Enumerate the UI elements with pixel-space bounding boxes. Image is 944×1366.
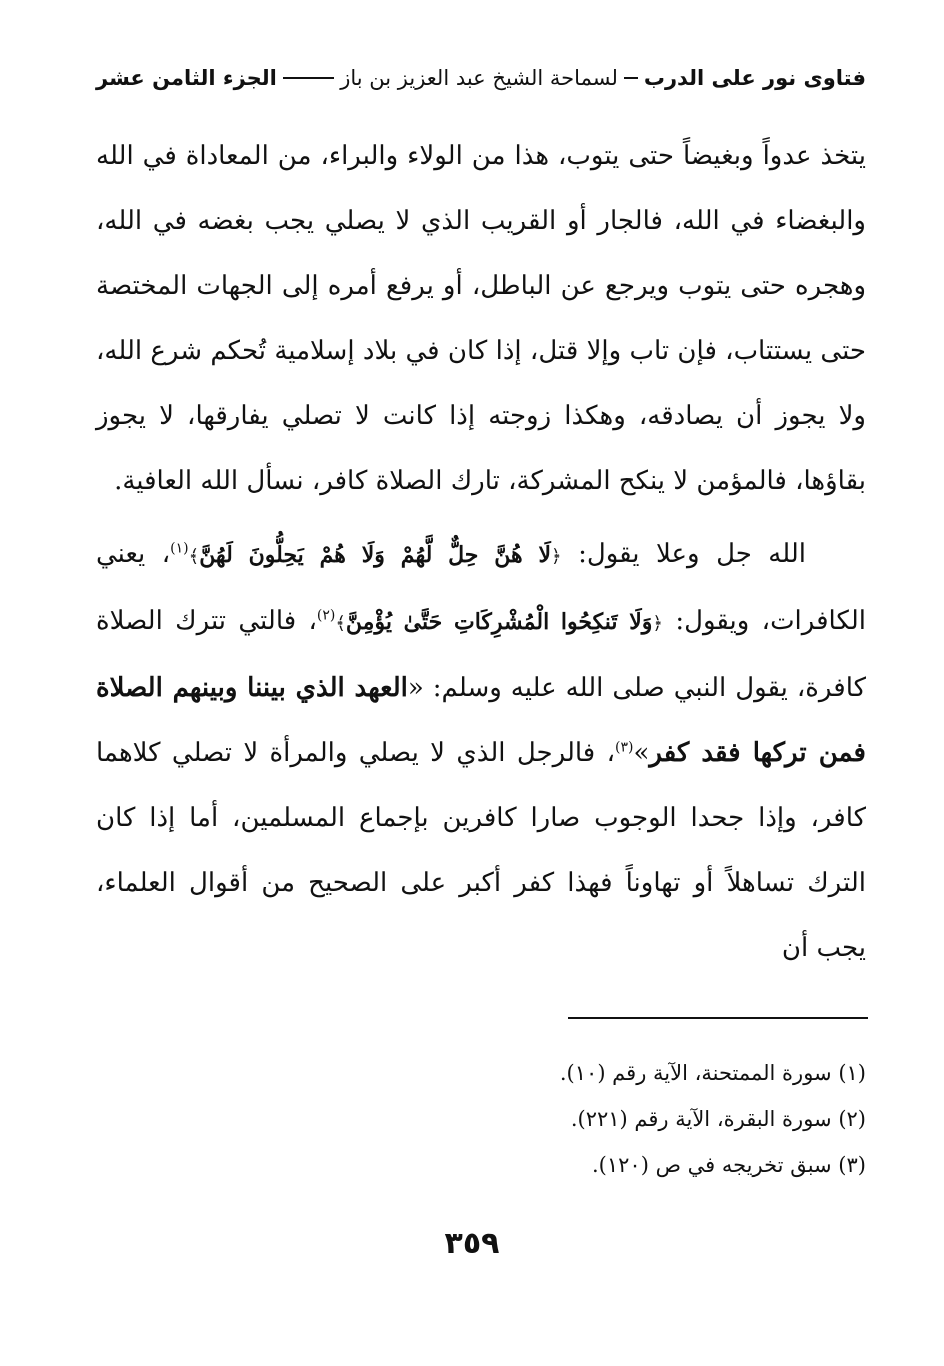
verse-open-ornament: ﴿ [652, 613, 663, 634]
verse-1: لَا هُنَّ حِلٌّ لَّهُمْ وَلَا هُمْ يَحِلُّونَ لَهُنَّ [199, 542, 552, 568]
footnote-ref-3: (٣) [614, 739, 634, 756]
verse-open-ornament: ﴿ [551, 546, 562, 567]
footnote-ref-1: (١) [170, 540, 189, 557]
volume-label: الجزء الثامن عشر [96, 66, 277, 90]
verse-close-ornament: ﴾ [188, 546, 200, 567]
book-title: فتاوى نور على الدرب [643, 66, 866, 90]
footnote-divider [568, 1017, 868, 1019]
page-number: ٣٥٩ [444, 1226, 500, 1261]
hadith-text: العهد الذي بيننا وبينهم الصلاة فمن تركها فقد كفر [96, 673, 866, 768]
verse-close-ornament: ﴾ [335, 613, 346, 634]
running-header [96, 58, 866, 98]
header-rule [283, 77, 334, 79]
p2-text-e: ، فالرجل الذي لا يصلي والمرأة لا تصلي كلاهما كافر، وإذا جحدا الوجوب صارا كافرين بإجماع المسلمين، أما إذا كان الترك تساهلاً أو تهاوناً فهذا كفر أكبر على الصحيح من أقوال العلماء، يجب أن [96, 738, 866, 963]
paragraph-2 [96, 522, 866, 981]
verse-2: وَلَا تَنكِحُوا الْمُشْرِكَاتِ حَتَّىٰ يُؤْمِنَّ [345, 609, 653, 635]
author-name: لسماحة الشيخ عبد العزيز بن باز [340, 66, 618, 90]
p2-text-a: الله جل وعلا يقول: [561, 539, 806, 569]
footnote-1: (١) سورة الممتحنة، الآية رقم (١٠). [559, 1061, 866, 1085]
page-body [96, 124, 866, 981]
footnote-3: (٣) سبق تخريجه في ص (١٢٠). [592, 1153, 866, 1177]
footnotes [96, 1050, 866, 1188]
p2-text-c: ، فالتي تترك الصلاة كافرة، يقول النبي صلى الله عليه وسلم: « [96, 606, 866, 703]
p2-text-d: » [633, 738, 650, 768]
header-separator [624, 77, 638, 79]
footnote-2: (٢) سورة البقرة، الآية رقم (٢٢١). [570, 1107, 866, 1131]
p2-text-b: ، يعني الكافرات، ويقول: [96, 539, 866, 636]
paragraph-1: يتخذ عدواً وبغيضاً حتى يتوب، هذا من الولاء والبراء، من المعاداة في الله والبغضاء في الله، فالجار أو القريب الذي لا يصلي يجب بغضه في الله، وهجره حتى يتوب ويرجع عن الباطل، أو يرفع أمره إلى الجهات المختصة حتى يستتاب، فإن تاب وإلا قتل، إذا كان في بلاد إسلامية تُحكم شرع الله، ولا يجوز أن يصادقه، وهكذا زوجته إذا كانت لا تصلي يفارقها، لا يجوز بقاؤها، فالمؤمن لا ينكح المشركة، تارك الصلاة كافر، نسأل الله العافية. [96, 141, 866, 496]
footnote-ref-2: (٢) [316, 607, 336, 624]
